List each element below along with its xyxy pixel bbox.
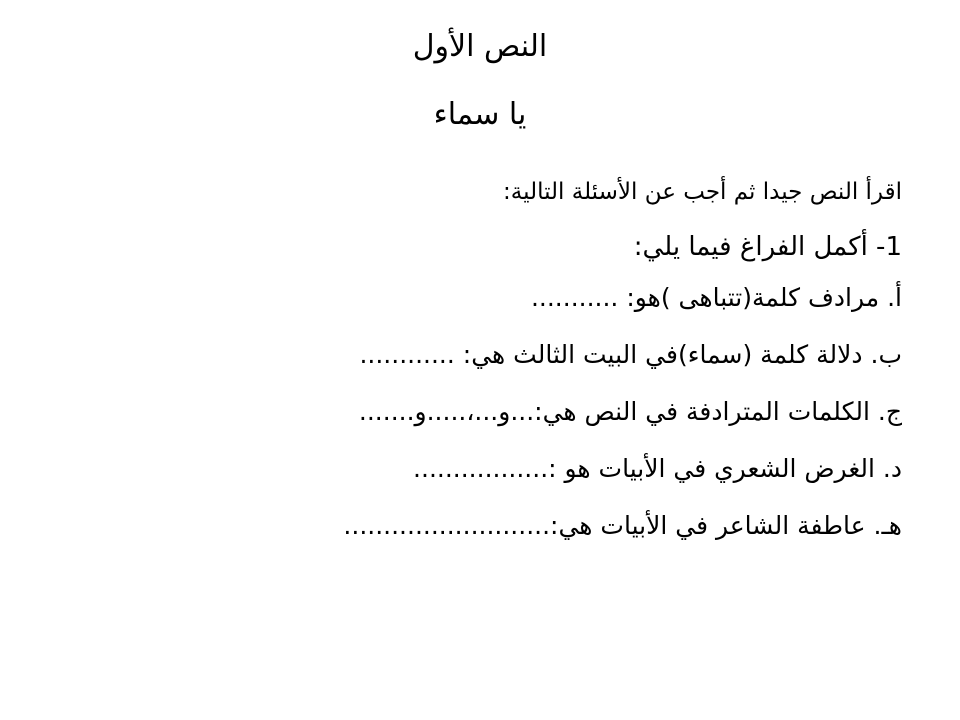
question-item-b: ب. دلالة كلمة (سماء)في البيت الثالث هي: ............ [359, 340, 902, 369]
text-title: النص الأول [412, 29, 548, 64]
question-item-d: د. الغرض الشعري في الأبيات هو :................. [413, 454, 902, 483]
questions [42, 176, 902, 567]
instructions: اقرأ النص جيدا ثم أجب عن الأسئلة التالية: [503, 179, 902, 205]
question-1-heading: 1- أكمل الفراغ فيما يلي: [633, 232, 902, 262]
title-block [0, 28, 960, 134]
question-item-a: أ. مرادف كلمة(تتباهى )هو: ........... [530, 283, 902, 312]
poem-title: يا سماء [433, 97, 527, 132]
question-item-e: هـ. عاطفة الشاعر في الأبيات هي:.......................... [343, 511, 902, 540]
question-item-c: ج. الكلمات المترادفة في النص هي:...و...،.....و....... [358, 397, 902, 426]
